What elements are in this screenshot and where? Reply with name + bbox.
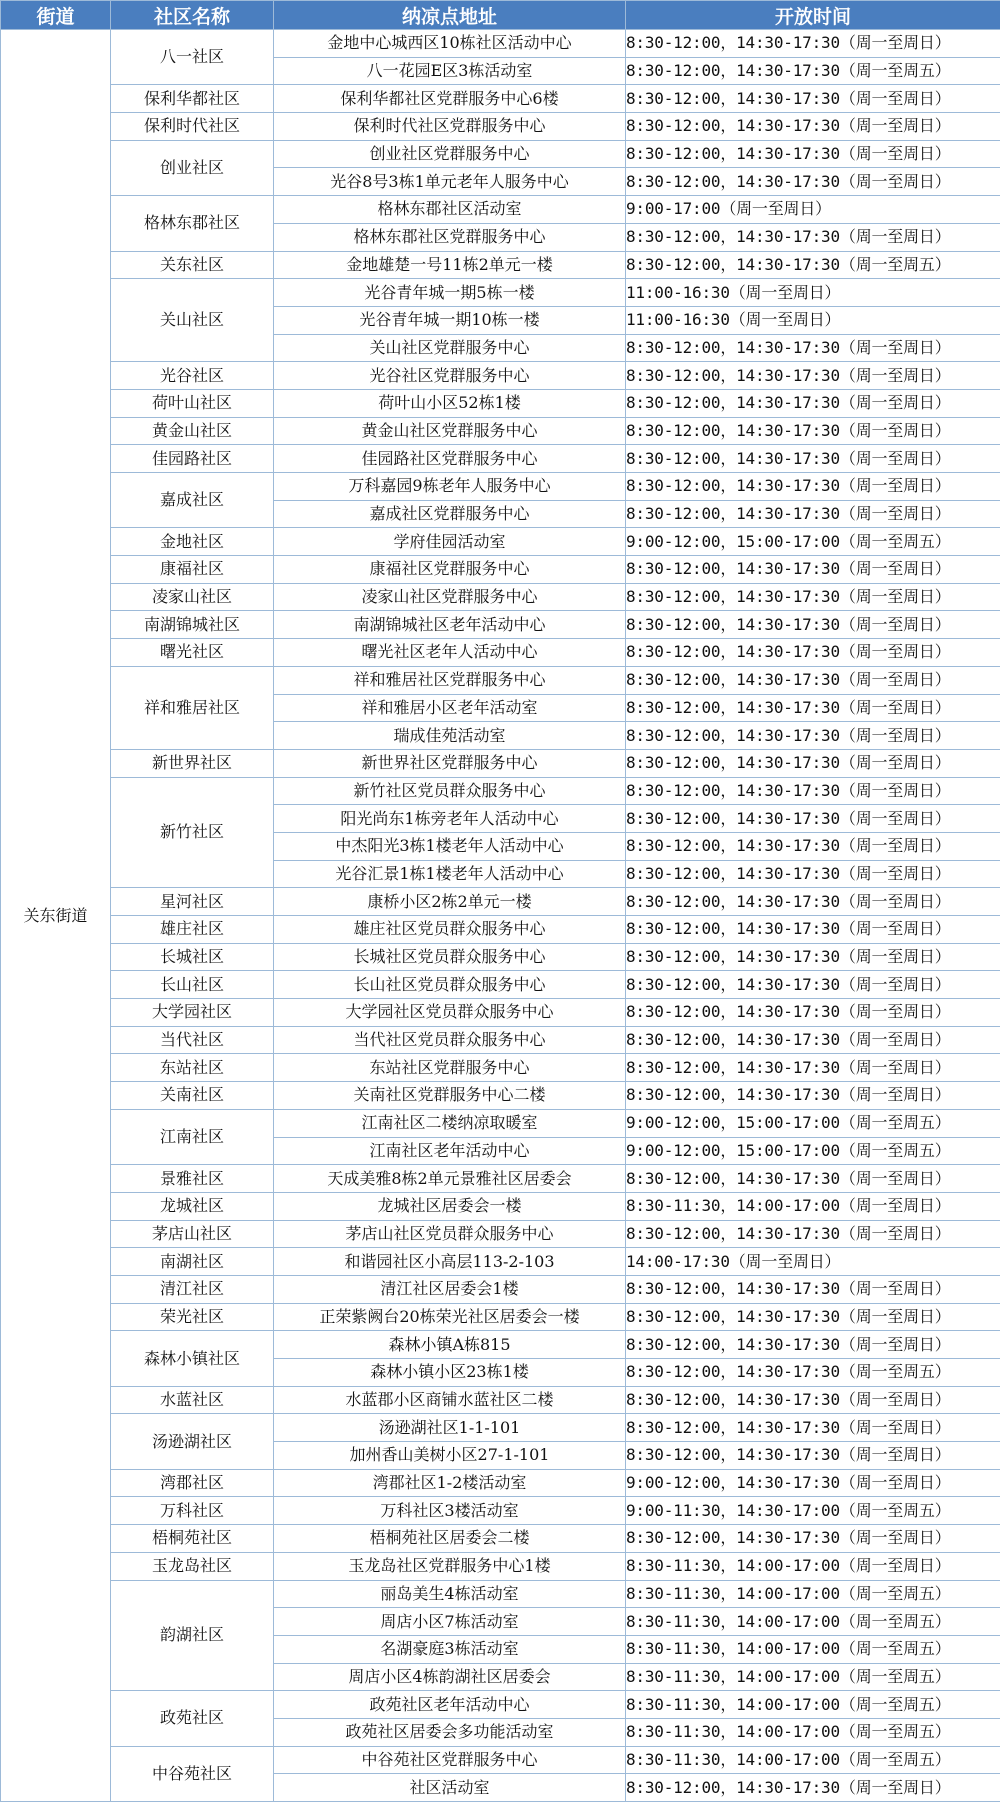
hours-cell: 8:30-11:30，14:00-17:00（周一至周五） xyxy=(626,1608,1000,1636)
community-name-cell: 关南社区 xyxy=(111,1082,274,1110)
community-name-cell: 嘉成社区 xyxy=(111,473,274,528)
hours-cell: 8:30-12:00，14:30-17:30（周一至周日） xyxy=(626,113,1000,141)
address-cell: 荷叶山小区52栋1楼 xyxy=(274,389,626,417)
table-body xyxy=(1,30,1000,1802)
community-name-cell: 荷叶山社区 xyxy=(111,389,274,417)
community-name-cell: 八一社区 xyxy=(111,30,274,85)
community-name-cell: 政苑社区 xyxy=(111,1691,274,1746)
table-row xyxy=(1,611,1000,639)
community-name-cell: 曙光社区 xyxy=(111,639,274,667)
street-cell: 关东街道 xyxy=(1,30,111,1802)
address-cell: 玉龙岛社区党群服务中心1楼 xyxy=(274,1552,626,1580)
address-cell: 关山社区党群服务中心 xyxy=(274,334,626,362)
hours-cell: 9:00-12:00，15:00-17:00（周一至周五） xyxy=(626,1109,1000,1137)
table-row xyxy=(1,445,1000,473)
table-row xyxy=(1,556,1000,584)
community-name-cell: 万科社区 xyxy=(111,1497,274,1525)
address-cell: 阳光尚东1栋旁老年人活动中心 xyxy=(274,805,626,833)
header-street: 街道 xyxy=(1,1,111,30)
table-row xyxy=(1,1552,1000,1580)
community-name-cell: 梧桐苑社区 xyxy=(111,1525,274,1553)
address-cell: 祥和雅居社区党群服务中心 xyxy=(274,666,626,694)
address-cell: 江南社区二楼纳凉取暖室 xyxy=(274,1109,626,1137)
header-hours: 开放时间 xyxy=(626,1,1000,30)
table-row xyxy=(1,777,1000,805)
address-cell: 东站社区党群服务中心 xyxy=(274,1054,626,1082)
table-row xyxy=(1,1303,1000,1331)
hours-cell: 8:30-12:00，14:30-17:30（周一至周日） xyxy=(626,1082,1000,1110)
table-row xyxy=(1,113,1000,141)
hours-cell: 8:30-12:00，14:30-17:30（周一至周日） xyxy=(626,583,1000,611)
address-cell: 中谷苑社区党群服务中心 xyxy=(274,1746,626,1774)
address-cell: 周店小区4栋韵湖社区居委会 xyxy=(274,1663,626,1691)
address-cell: 长城社区党员群众服务中心 xyxy=(274,943,626,971)
hours-cell: 11:00-16:30（周一至周日） xyxy=(626,279,1000,307)
table-row xyxy=(1,1386,1000,1414)
address-cell: 江南社区老年活动中心 xyxy=(274,1137,626,1165)
table-row xyxy=(1,971,1000,999)
hours-cell: 8:30-12:00，14:30-17:30（周一至周日） xyxy=(626,85,1000,113)
hours-cell: 9:00-12:00，15:00-17:00（周一至周五） xyxy=(626,528,1000,556)
hours-cell: 14:00-17:30（周一至周日） xyxy=(626,1248,1000,1276)
address-cell: 南湖锦城社区老年活动中心 xyxy=(274,611,626,639)
address-cell: 水蓝郡小区商铺水蓝社区二楼 xyxy=(274,1386,626,1414)
community-name-cell: 湾郡社区 xyxy=(111,1469,274,1497)
address-cell: 康桥小区2栋2单元一楼 xyxy=(274,888,626,916)
address-cell: 天成美雅8栋2单元景雅社区居委会 xyxy=(274,1165,626,1193)
address-cell: 和谐园社区小高层113-2-103 xyxy=(274,1248,626,1276)
hours-cell: 8:30-12:00，14:30-17:30（周一至周日） xyxy=(626,832,1000,860)
hours-cell: 8:30-12:00，14:30-17:30（周一至周日） xyxy=(626,1026,1000,1054)
address-cell: 政苑社区居委会多功能活动室 xyxy=(274,1718,626,1746)
hours-cell: 9:00-17:00（周一至周日） xyxy=(626,196,1000,224)
address-cell: 万科嘉园9栋老年人服务中心 xyxy=(274,473,626,501)
address-cell: 龙城社区居委会一楼 xyxy=(274,1192,626,1220)
hours-cell: 8:30-11:30，14:00-17:00（周一至周五） xyxy=(626,1663,1000,1691)
hours-cell: 8:30-12:00，14:30-17:30（周一至周日） xyxy=(626,389,1000,417)
hours-cell: 8:30-12:00，14:30-17:30（周一至周日） xyxy=(626,1275,1000,1303)
community-name-cell: 水蓝社区 xyxy=(111,1386,274,1414)
address-cell: 光谷青年城一期5栋一楼 xyxy=(274,279,626,307)
table-row xyxy=(1,888,1000,916)
table-row xyxy=(1,389,1000,417)
table-row xyxy=(1,251,1000,279)
address-cell: 黄金山社区党群服务中心 xyxy=(274,417,626,445)
table-row xyxy=(1,362,1000,390)
table-row xyxy=(1,1109,1000,1137)
hours-cell: 8:30-12:00，14:30-17:30（周一至周日） xyxy=(626,500,1000,528)
hours-cell: 8:30-12:00，14:30-17:30（周一至周日） xyxy=(626,1220,1000,1248)
table-row xyxy=(1,140,1000,168)
address-cell: 金地雄楚一号11栋2单元一楼 xyxy=(274,251,626,279)
community-name-cell: 星河社区 xyxy=(111,888,274,916)
hours-cell: 8:30-12:00，14:30-17:30（周一至周日） xyxy=(626,1774,1000,1802)
hours-cell: 8:30-12:00，14:30-17:30（周一至周日） xyxy=(626,666,1000,694)
hours-cell: 8:30-12:00，14:30-17:30（周一至周日） xyxy=(626,473,1000,501)
address-cell: 曙光社区老年人活动中心 xyxy=(274,639,626,667)
community-name-cell: 江南社区 xyxy=(111,1109,274,1164)
header-row xyxy=(1,1,1000,30)
hours-cell: 8:30-12:00，14:30-17:30（周一至周日） xyxy=(626,722,1000,750)
community-name-cell: 格林东郡社区 xyxy=(111,196,274,251)
address-cell: 康福社区党群服务中心 xyxy=(274,556,626,584)
hours-cell: 8:30-12:00，14:30-17:30（周一至周日） xyxy=(626,860,1000,888)
address-cell: 新世界社区党群服务中心 xyxy=(274,749,626,777)
table-row xyxy=(1,1691,1000,1719)
address-cell: 清江社区居委会1楼 xyxy=(274,1275,626,1303)
table-row xyxy=(1,999,1000,1027)
community-name-cell: 保利华都社区 xyxy=(111,85,274,113)
address-cell: 瑞成佳苑活动室 xyxy=(274,722,626,750)
hours-cell: 8:30-11:30，14:00-17:00（周一至周五） xyxy=(626,1718,1000,1746)
address-cell: 加州香山美树小区27-1-101 xyxy=(274,1442,626,1470)
hours-cell: 8:30-12:00，14:30-17:30（周一至周日） xyxy=(626,556,1000,584)
table-row xyxy=(1,1054,1000,1082)
hours-cell: 8:30-11:30，14:00-17:00（周一至周五） xyxy=(626,1580,1000,1608)
community-name-cell: 清江社区 xyxy=(111,1275,274,1303)
address-cell: 光谷青年城一期10栋一楼 xyxy=(274,306,626,334)
table-row xyxy=(1,666,1000,694)
address-cell: 政苑社区老年活动中心 xyxy=(274,1691,626,1719)
community-name-cell: 祥和雅居社区 xyxy=(111,666,274,749)
table-row xyxy=(1,943,1000,971)
table-row xyxy=(1,1414,1000,1442)
hours-cell: 8:30-12:00，14:30-17:30（周一至周日） xyxy=(626,805,1000,833)
table-row xyxy=(1,583,1000,611)
community-name-cell: 长山社区 xyxy=(111,971,274,999)
address-cell: 创业社区党群服务中心 xyxy=(274,140,626,168)
community-name-cell: 金地社区 xyxy=(111,528,274,556)
address-cell: 保利华都社区党群服务中心6楼 xyxy=(274,85,626,113)
community-name-cell: 保利时代社区 xyxy=(111,113,274,141)
hours-cell: 8:30-12:00，14:30-17:30（周一至周日） xyxy=(626,888,1000,916)
table-row xyxy=(1,749,1000,777)
table-row xyxy=(1,1275,1000,1303)
hours-cell: 8:30-12:00，14:30-17:30（周一至周五） xyxy=(626,1359,1000,1387)
community-name-cell: 佳园路社区 xyxy=(111,445,274,473)
address-cell: 汤逊湖社区1-1-101 xyxy=(274,1414,626,1442)
community-name-cell: 荣光社区 xyxy=(111,1303,274,1331)
community-name-cell: 创业社区 xyxy=(111,140,274,195)
table-row xyxy=(1,1026,1000,1054)
hours-cell: 8:30-12:00，14:30-17:30（周一至周日） xyxy=(626,30,1000,58)
header-community: 社区名称 xyxy=(111,1,274,30)
hours-cell: 8:30-12:00，14:30-17:30（周一至周日） xyxy=(626,1414,1000,1442)
hours-cell: 8:30-12:00，14:30-17:30（周一至周日） xyxy=(626,971,1000,999)
address-cell: 万科社区3楼活动室 xyxy=(274,1497,626,1525)
address-cell: 祥和雅居小区老年活动室 xyxy=(274,694,626,722)
table-row xyxy=(1,1165,1000,1193)
hours-cell: 8:30-12:00，14:30-17:30（周一至周五） xyxy=(626,251,1000,279)
hours-cell: 11:00-16:30（周一至周日） xyxy=(626,306,1000,334)
community-name-cell: 当代社区 xyxy=(111,1026,274,1054)
address-cell: 当代社区党员群众服务中心 xyxy=(274,1026,626,1054)
address-cell: 茅店山社区党员群众服务中心 xyxy=(274,1220,626,1248)
hours-cell: 8:30-12:00，14:30-17:30（周一至周日） xyxy=(626,694,1000,722)
hours-cell: 8:30-12:00，14:30-17:30（周一至周日） xyxy=(626,1442,1000,1470)
hours-cell: 8:30-12:00，14:30-17:30（周一至周日） xyxy=(626,943,1000,971)
community-name-cell: 新世界社区 xyxy=(111,749,274,777)
community-name-cell: 南湖锦城社区 xyxy=(111,611,274,639)
table-row xyxy=(1,1746,1000,1774)
hours-cell: 8:30-12:00，14:30-17:30（周一至周日） xyxy=(626,140,1000,168)
community-name-cell: 中谷苑社区 xyxy=(111,1746,274,1801)
hours-cell: 8:30-12:00，14:30-17:30（周一至周日） xyxy=(626,1386,1000,1414)
community-name-cell: 新竹社区 xyxy=(111,777,274,888)
hours-cell: 8:30-12:00，14:30-17:30（周一至周日） xyxy=(626,777,1000,805)
table-row xyxy=(1,1220,1000,1248)
table-row xyxy=(1,1580,1000,1608)
table-row xyxy=(1,417,1000,445)
hours-cell: 8:30-12:00，14:30-17:30（周一至周日） xyxy=(626,1165,1000,1193)
hours-cell: 9:00-11:30，14:30-17:00（周一至周五） xyxy=(626,1497,1000,1525)
table-row xyxy=(1,1497,1000,1525)
address-cell: 保利时代社区党群服务中心 xyxy=(274,113,626,141)
address-cell: 凌家山社区党群服务中心 xyxy=(274,583,626,611)
community-name-cell: 长城社区 xyxy=(111,943,274,971)
hours-cell: 8:30-11:30，14:00-17:00（周一至周日） xyxy=(626,1552,1000,1580)
table-row xyxy=(1,30,1000,58)
address-cell: 雄庄社区党员群众服务中心 xyxy=(274,916,626,944)
table-row xyxy=(1,1469,1000,1497)
community-name-cell: 韵湖社区 xyxy=(111,1580,274,1691)
hours-cell: 8:30-12:00，14:30-17:30（周一至周日） xyxy=(626,1331,1000,1359)
hours-cell: 8:30-11:30，14:00-17:00（周一至周日） xyxy=(626,1192,1000,1220)
table-row xyxy=(1,1331,1000,1359)
hours-cell: 8:30-12:00，14:30-17:30（周一至周日） xyxy=(626,362,1000,390)
community-name-cell: 光谷社区 xyxy=(111,362,274,390)
community-name-cell: 康福社区 xyxy=(111,556,274,584)
community-name-cell: 茅店山社区 xyxy=(111,1220,274,1248)
table-row xyxy=(1,473,1000,501)
community-name-cell: 汤逊湖社区 xyxy=(111,1414,274,1469)
community-name-cell: 关山社区 xyxy=(111,279,274,362)
community-name-cell: 景雅社区 xyxy=(111,1165,274,1193)
community-name-cell: 东站社区 xyxy=(111,1054,274,1082)
hours-cell: 8:30-12:00，14:30-17:30（周一至周日） xyxy=(626,639,1000,667)
address-cell: 格林东郡社区党群服务中心 xyxy=(274,223,626,251)
address-cell: 中杰阳光3栋1楼老年人活动中心 xyxy=(274,832,626,860)
address-cell: 嘉成社区党群服务中心 xyxy=(274,500,626,528)
address-cell: 格林东郡社区活动室 xyxy=(274,196,626,224)
address-cell: 新竹社区党员群众服务中心 xyxy=(274,777,626,805)
table-row xyxy=(1,1525,1000,1553)
address-cell: 佳园路社区党群服务中心 xyxy=(274,445,626,473)
address-cell: 周店小区7栋活动室 xyxy=(274,1608,626,1636)
address-cell: 名湖豪庭3栋活动室 xyxy=(274,1635,626,1663)
table-row xyxy=(1,279,1000,307)
hours-cell: 8:30-12:00，14:30-17:30（周一至周日） xyxy=(626,1054,1000,1082)
hours-cell: 8:30-12:00，14:30-17:30（周一至周日） xyxy=(626,916,1000,944)
address-cell: 光谷汇景1栋1楼老年人活动中心 xyxy=(274,860,626,888)
community-name-cell: 黄金山社区 xyxy=(111,417,274,445)
address-cell: 丽岛美生4栋活动室 xyxy=(274,1580,626,1608)
hours-cell: 9:00-12:00，14:30-17:30（周一至周日） xyxy=(626,1469,1000,1497)
address-cell: 森林小镇小区23栋1楼 xyxy=(274,1359,626,1387)
hours-cell: 8:30-12:00，14:30-17:30（周一至周日） xyxy=(626,999,1000,1027)
hours-cell: 8:30-12:00，14:30-17:30（周一至周五） xyxy=(626,57,1000,85)
address-cell: 大学园社区党员群众服务中心 xyxy=(274,999,626,1027)
community-name-cell: 森林小镇社区 xyxy=(111,1331,274,1386)
address-cell: 八一花园E区3栋活动室 xyxy=(274,57,626,85)
address-cell: 光谷8号3栋1单元老年人服务中心 xyxy=(274,168,626,196)
hours-cell: 8:30-11:30，14:00-17:00（周一至周五） xyxy=(626,1746,1000,1774)
hours-cell: 8:30-12:00，14:30-17:30（周一至周日） xyxy=(626,611,1000,639)
hours-cell: 8:30-12:00，14:30-17:30（周一至周日） xyxy=(626,223,1000,251)
community-name-cell: 南湖社区 xyxy=(111,1248,274,1276)
hours-cell: 8:30-12:00，14:30-17:30（周一至周日） xyxy=(626,168,1000,196)
community-name-cell: 雄庄社区 xyxy=(111,916,274,944)
address-cell: 社区活动室 xyxy=(274,1774,626,1802)
address-cell: 金地中心城西区10栋社区活动中心 xyxy=(274,30,626,58)
hours-cell: 8:30-12:00，14:30-17:30（周一至周日） xyxy=(626,445,1000,473)
hours-cell: 8:30-12:00，14:30-17:30（周一至周日） xyxy=(626,1525,1000,1553)
community-name-cell: 关东社区 xyxy=(111,251,274,279)
hours-cell: 8:30-12:00，14:30-17:30（周一至周日） xyxy=(626,334,1000,362)
address-cell: 长山社区党员群众服务中心 xyxy=(274,971,626,999)
community-name-cell: 玉龙岛社区 xyxy=(111,1552,274,1580)
table-row xyxy=(1,528,1000,556)
address-cell: 关南社区党群服务中心二楼 xyxy=(274,1082,626,1110)
table-row xyxy=(1,1082,1000,1110)
address-cell: 湾郡社区1-2楼活动室 xyxy=(274,1469,626,1497)
address-cell: 光谷社区党群服务中心 xyxy=(274,362,626,390)
community-name-cell: 凌家山社区 xyxy=(111,583,274,611)
table-row xyxy=(1,1248,1000,1276)
community-name-cell: 大学园社区 xyxy=(111,999,274,1027)
table-row xyxy=(1,916,1000,944)
hours-cell: 8:30-12:00，14:30-17:30（周一至周日） xyxy=(626,749,1000,777)
hours-cell: 8:30-12:00，14:30-17:30（周一至周日） xyxy=(626,417,1000,445)
address-cell: 森林小镇A栋815 xyxy=(274,1331,626,1359)
community-name-cell: 龙城社区 xyxy=(111,1192,274,1220)
address-cell: 正荣紫阙台20栋荣光社区居委会一楼 xyxy=(274,1303,626,1331)
address-cell: 梧桐苑社区居委会二楼 xyxy=(274,1525,626,1553)
table-row xyxy=(1,85,1000,113)
hours-cell: 8:30-11:30，14:00-17:00（周一至周五） xyxy=(626,1635,1000,1663)
hours-cell: 8:30-11:30，14:00-17:00（周一至周五） xyxy=(626,1691,1000,1719)
address-cell: 学府佳园活动室 xyxy=(274,528,626,556)
hours-cell: 9:00-12:00，15:00-17:00（周一至周五） xyxy=(626,1137,1000,1165)
header-address: 纳凉点地址 xyxy=(274,1,626,30)
table-row xyxy=(1,639,1000,667)
table-row xyxy=(1,196,1000,224)
hours-cell: 8:30-12:00，14:30-17:30（周一至周日） xyxy=(626,1303,1000,1331)
table-row xyxy=(1,1192,1000,1220)
